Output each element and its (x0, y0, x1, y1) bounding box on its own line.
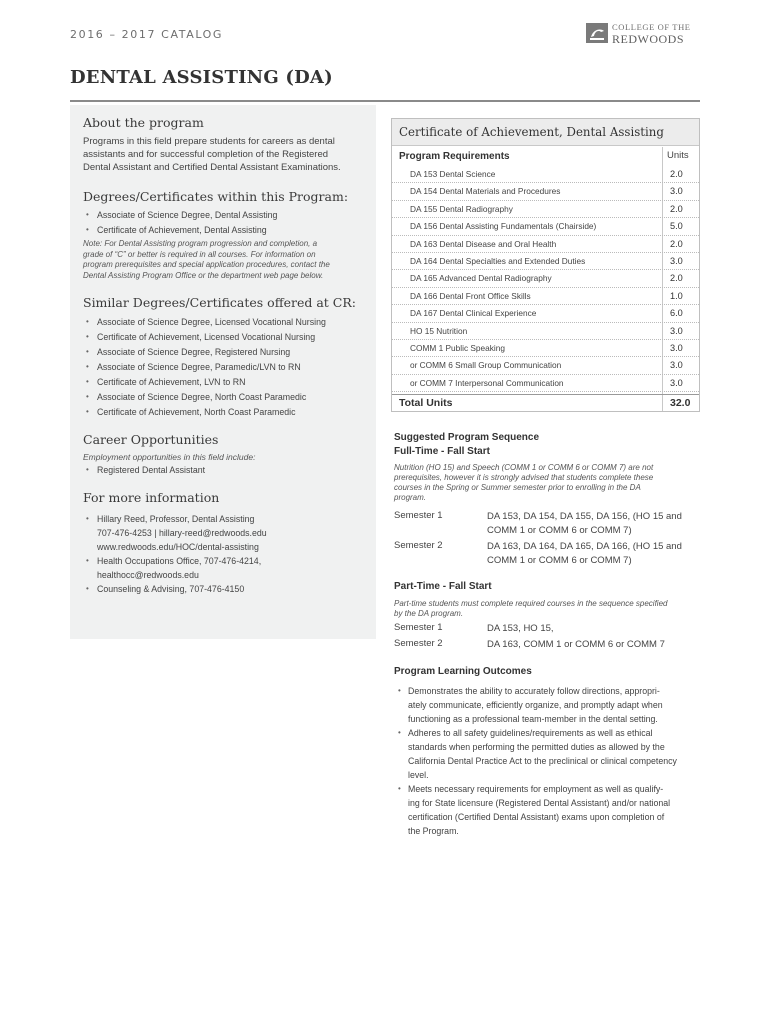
college-logo (586, 22, 696, 46)
contact-line: • Counseling & Advising, 707-476-4150 (97, 584, 245, 594)
requirements-header: Program Requirements (399, 151, 510, 162)
career-list (86, 465, 371, 475)
similar-list (86, 317, 371, 422)
table-row (392, 183, 699, 200)
similar-heading: Similar Degrees/Certificates offered at CR: (83, 295, 356, 310)
course-name: COMM 1 Public Speaking (410, 342, 505, 353)
total-units: 32.0 (670, 397, 691, 409)
course-name: DA 163 Dental Disease and Oral Health (410, 238, 557, 249)
course-name: DA 154 Dental Materials and Procedures (410, 186, 561, 197)
course-name: or COMM 6 Small Group Communication (410, 360, 562, 371)
outcome-line: California Dental Practice Act to the preclinical or clinical competency (408, 756, 677, 766)
course-name: DA 165 Advanced Dental Radiography (410, 273, 552, 284)
table-row (392, 236, 699, 253)
note-line: by the DA program. (394, 609, 464, 618)
list-item: • Associate of Science Degree, Licensed Vocational Nursing (86, 317, 371, 332)
list-item: • Certificate of Achievement, LVN to RN (86, 377, 371, 392)
outcome-line: standards when performing the permitted duties as allowed by the (408, 742, 665, 752)
total-label: Total Units (399, 397, 453, 409)
contact-line[interactable]: www.redwoods.edu/HOC/dental-assisting (97, 542, 259, 552)
catalog-year: 2016 – 2017 CATALOG (70, 28, 224, 41)
semester-courses (487, 540, 682, 568)
course-units: 2.0 (670, 203, 683, 214)
note-line: grade of “C” or better is required in all courses. For information on (83, 249, 316, 259)
logo-text-college: COLLEGE OF THE (612, 22, 691, 32)
about-heading: About the program (83, 115, 204, 130)
outcome-line: ately communicate, efficiently organize, and promptly adapt when (408, 700, 663, 710)
note-line: program. (394, 493, 427, 502)
note-line: prerequisites, however it is strongly advised that students complete these (394, 473, 654, 482)
outcome-item (398, 726, 698, 782)
outcome-line: ing for State licensure (Registered Dental Assistant) and/or national (408, 798, 671, 808)
list-item: • Associate of Science Degree, Registered Nursing (86, 347, 371, 362)
program-info-panel (70, 105, 376, 639)
table-row (392, 340, 699, 357)
note-line: Nutrition (HO 15) and Speech (COMM 1 or COMM 6 or COMM 7) are not (394, 463, 654, 472)
course-name: DA 153 Dental Science (410, 169, 496, 179)
course-units: 3.0 (670, 255, 683, 266)
semester-label: Semester 2 (394, 638, 443, 649)
certificate-title: Certificate of Achievement, Dental Assisting (392, 119, 699, 146)
semester-courses (487, 638, 665, 652)
course-name: DA 155 Dental Radiography (410, 203, 513, 214)
course-name: DA 156 Dental Assisting Fundamentals (Chairside) (410, 221, 597, 232)
list-item: • Certificate of Achievement, North Coast Paramedic (86, 407, 371, 422)
course-units: 2.0 (670, 169, 683, 179)
contact-line: • Health Occupations Office, 707-476-4214, (97, 556, 262, 566)
outcome-line: the Program. (408, 826, 459, 836)
table-row (392, 201, 699, 218)
contact-item (86, 512, 371, 554)
course-units: 3.0 (670, 360, 683, 371)
note-line: Part-time students must complete required courses in the sequence specified (394, 599, 668, 608)
units-header: Units (667, 150, 689, 161)
about-text-line: assistants and for successful completion of the Registered (83, 149, 329, 160)
outcome-item (398, 782, 698, 838)
note-line: Note: For Dental Assisting program progression and completion, a (83, 239, 318, 248)
outcome-line: • Demonstrates the ability to accurately follow directions, appropri- (408, 686, 660, 696)
course-line: DA 163, COMM 1 or COMM 6 or COMM 7 (487, 639, 665, 650)
outcome-line: certification (Certified Dental Assistant) exams upon completion of (408, 812, 665, 822)
course-units: 2.0 (670, 238, 683, 249)
outcomes-heading: Program Learning Outcomes (394, 666, 532, 677)
list-item: • Certificate of Achievement, Dental Assisting (86, 225, 371, 238)
contact-line[interactable]: healthocc@redwoods.edu (97, 570, 199, 580)
table-row (392, 253, 699, 270)
course-units: 2.0 (670, 273, 683, 284)
note-line: Dental Assisting Program Office or the department web page below. (83, 270, 324, 280)
total-row (392, 394, 699, 412)
degrees-heading: Degrees/Certificates within this Program: (83, 189, 349, 204)
course-name: DA 166 Dental Front Office Skills (410, 290, 531, 301)
list-item: • Associate of Science Degree, Paramedic/LVN to RN (86, 362, 371, 377)
table-row (392, 166, 699, 183)
degrees-list (86, 210, 371, 238)
course-name: or COMM 7 Interpersonal Communication (410, 377, 564, 388)
parttime-heading: Part-Time - Fall Start (394, 581, 492, 592)
table-row (392, 357, 699, 374)
note-line: courses in the Spring or Summer semester prior to enrolling in the DA (394, 483, 641, 492)
degrees-note (83, 239, 368, 281)
table-row (392, 305, 699, 322)
course-line: DA 163, DA 164, DA 165, DA 166, (HO 15 and (487, 541, 682, 552)
course-name: HO 15 Nutrition (410, 325, 468, 336)
course-units: 3.0 (670, 186, 683, 197)
contact-item (86, 554, 371, 582)
career-heading: Career Opportunities (83, 432, 219, 447)
list-item: • Certificate of Achievement, Licensed Vocational Nursing (86, 332, 371, 347)
certificate-table (391, 118, 700, 412)
table-row (392, 375, 699, 392)
course-units: 6.0 (670, 308, 683, 319)
outcome-line: • Adheres to all safety guidelines/requirements as well as ethical (408, 728, 653, 738)
course-units: 3.0 (670, 342, 683, 353)
semester-courses (487, 510, 682, 538)
list-item: • Associate of Science Degree, North Coast Paramedic (86, 392, 371, 407)
course-units: 5.0 (670, 221, 683, 232)
contact-list (86, 512, 371, 596)
course-units: 3.0 (670, 377, 683, 388)
list-item: • Registered Dental Assistant (86, 465, 371, 475)
fulltime-heading: Full-Time - Fall Start (394, 446, 490, 457)
table-row (392, 323, 699, 340)
table-row (392, 270, 699, 287)
parttime-note (394, 599, 704, 619)
course-line: COMM 1 or COMM 6 or COMM 7) (487, 525, 632, 536)
outcome-line: level. (408, 770, 429, 780)
semester-courses (487, 622, 554, 636)
semester-label: Semester 1 (394, 622, 443, 633)
page-title: DENTAL ASSISTING (DA) (70, 67, 333, 88)
course-name: DA 164 Dental Specialties and Extended Duties (410, 255, 586, 266)
about-text-line: Programs in this field prepare students for careers as dental (83, 136, 335, 147)
contact-item (86, 582, 371, 596)
course-line: DA 153, DA 154, DA 155, DA 156, (HO 15 and (487, 511, 682, 522)
about-text-line: Dental Assistant and Certified Dental Assistant Examinations. (83, 162, 341, 173)
table-row (392, 288, 699, 305)
note-line: program prerequisites and special application procedures, contact the (83, 260, 330, 269)
outcome-line: • Meets necessary requirements for employment as well as qualify- (408, 784, 664, 794)
contact-line: • Hillary Reed, Professor, Dental Assisting (97, 514, 255, 524)
outcome-line: functioning as a professional team-member in the dental setting. (408, 714, 658, 724)
course-name: DA 167 Dental Clinical Experience (410, 308, 537, 319)
fulltime-note (394, 463, 704, 503)
course-line: DA 153, HO 15, (487, 623, 554, 634)
title-divider (70, 100, 700, 102)
list-item: • Associate of Science Degree, Dental Assisting (86, 210, 371, 225)
semester-label: Semester 1 (394, 510, 443, 521)
course-units: 3.0 (670, 325, 683, 336)
career-note: Employment opportunities in this field include: (83, 452, 256, 462)
redwoods-logo-icon (586, 23, 608, 43)
outcomes-list (398, 684, 698, 838)
course-line: COMM 1 or COMM 6 or COMM 7) (487, 555, 632, 566)
contact-line[interactable]: 707-476-4253 | hillary-reed@redwoods.edu (97, 528, 267, 538)
requirements-rows (392, 166, 699, 392)
table-row (392, 218, 699, 235)
logo-text-redwoods: REDWOODS (612, 32, 684, 46)
semester-label: Semester 2 (394, 540, 443, 551)
outcome-item (398, 684, 698, 726)
sequence-heading: Suggested Program Sequence (394, 432, 540, 443)
info-heading: For more information (83, 490, 220, 505)
about-text (83, 135, 368, 174)
course-units: 1.0 (670, 290, 683, 301)
